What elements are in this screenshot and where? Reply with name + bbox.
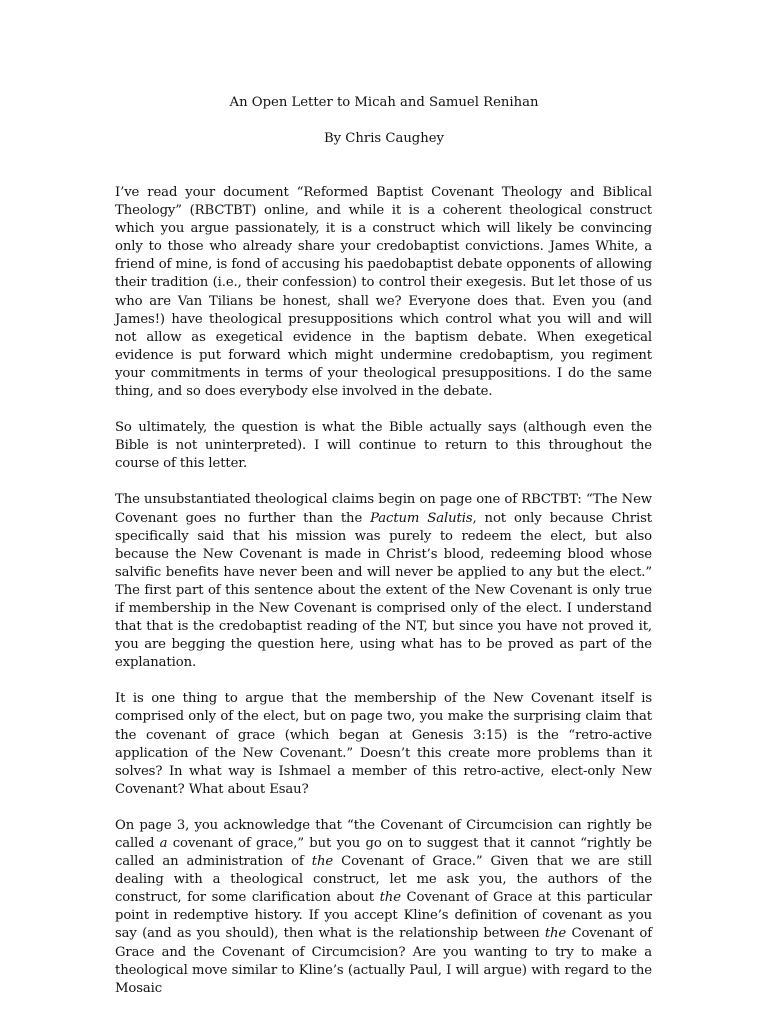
text-segment: I’ve read your document “Reformed Baptist Covenant Theology and Biblical Theology” (RBCTBT) online, and while it is a coherent theological construct which you argue passionately, it is a construct which will likely be convincing only to those who already share your credobaptist convictions. James White, a friend of mine, is fond of accusing his paedobaptist debate opponents of allowing their tradition (i.e., their confession) to control their exegesis. But let those of us who are Van Tilians be honest, shall we? Everyone does that. Even you (and James!) have theological presuppositions which control what you will and will not allow as exegetical evidence in the baptism debate. When exegetical evidence is put forward which might undermine credobaptism, you regiment your commitments in terms of your theological presuppositions. I do the same thing, and so does everybody else involved in the debate. [115,185,652,400]
text-segment: So ultimately, the question is what the Bible actually says (although even the Bible is not uninterpreted). I will continue to return to this throughout the course of this letter. [115,420,652,472]
text-segment: Covenant of Grace.” Given that we are still dealing with a theological construct, let me ask you, the authors of the construct, for some clarification about [115,854,653,906]
text-segment: It is one thing to argue that the membership of the New Covenant itself is comprised only of the elect, but on page two, you make the surprising claim that the covenant of grace (which began at Genesis 3:15) is the “retro-active application of the New Covenant.” Doesn’t this create more problems than it solves? In what way is Ishmael a member of this retro-active, elect-only New Covenant? What about Esau? [115,691,652,797]
document-title: An Open Letter to Micah and Samuel Renihan [229,95,539,110]
italic-term: the [311,854,334,870]
paragraph-5 [115,817,652,998]
text-segment: On page 3, you acknowledge that “the Covenant of Circumcision can rightly be called [115,817,652,851]
italic-term: Pactum Salutis [370,510,473,526]
text-segment: Covenant of Grace and the Covenant of Circumcision? Are you wanting to try to make a theological move similar to Kline’s (actually Paul, I will argue) with regard to the Mosaic [115,926,652,996]
paragraph-2 [115,419,652,473]
text-segment: covenant of grace,” but you go on to suggest that it cannot “rightly be called an administration of [115,836,653,870]
paragraph-1 [115,184,652,401]
author-byline: By Chris Caughey [323,131,445,146]
text-segment: Covenant of Grace at this particular point in redemptive history. If you accept Kline’s definition of covenant as you say (and as you should), then what is the relationship between [115,890,652,942]
paragraph-3 [115,491,652,672]
paragraph-4 [115,690,652,799]
italic-term: the [379,890,401,906]
italic-term: the [544,926,567,942]
italic-term: a [159,836,168,851]
text-segment: , not only because Christ specifically said that his mission was purely to redeem the elect, but also because the New Covenant is made in Christ’s blood, redeeming blood whose salvific benefits have never been and will never be applied to any but the elect.” The first part of this sentence about the extent of the New Covenant is only true if membership in the New Covenant is comprised only of the elect. I understand that that is the credobaptist reading of the NT, but since you have not proved it, you are begging the question here, using what has to be proved as part of the explanation. [115,510,652,671]
letter-body [115,184,652,1016]
text-segment: The unsubstantiated theological claims begin on page one of RBCTBT: “The New Covenant goes no further than the [115,492,652,526]
